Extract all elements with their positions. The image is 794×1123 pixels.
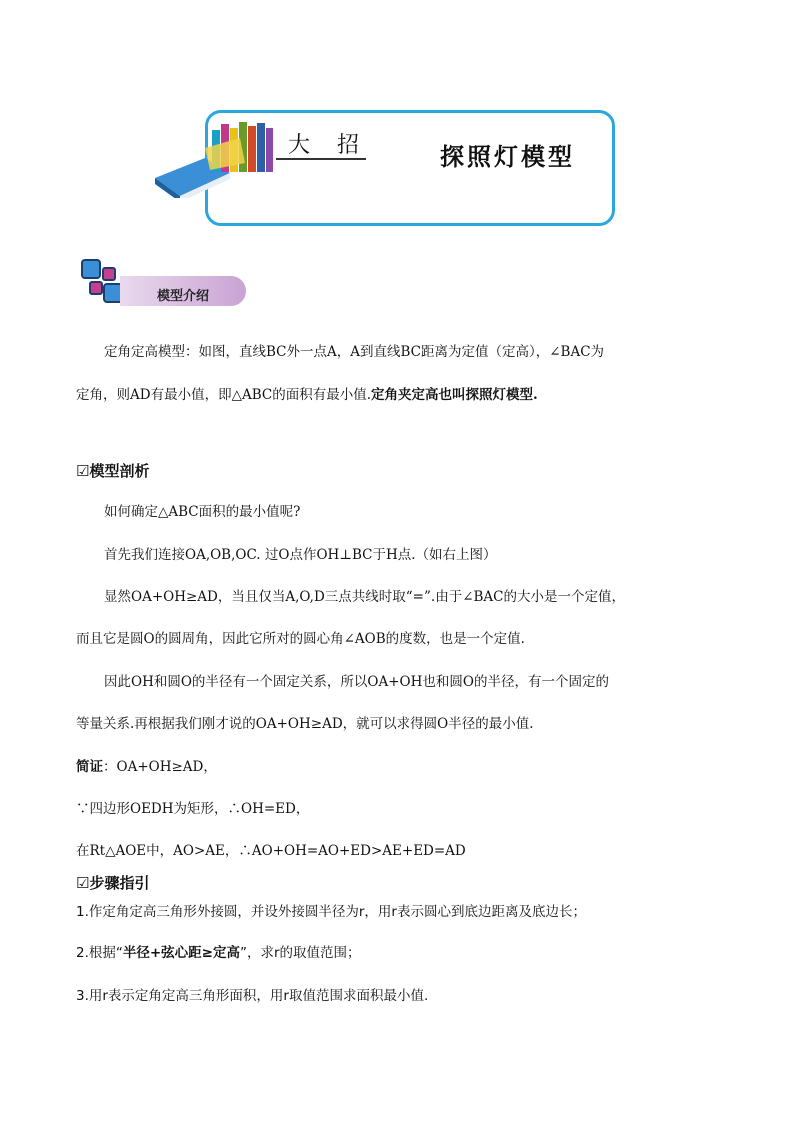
page-title: 探照灯模型	[440, 142, 575, 171]
step-2-bold: 半径+弦心距≥定高	[122, 945, 240, 961]
proof-line-2: ∵四边形OEDH为矩形，∴OH=ED，	[76, 801, 310, 817]
banner-underline	[276, 158, 366, 160]
analysis-line-5: 因此OH和圆O的半径有一个固定关系，所以OA+OH也和圆O的半径，有一个固定的	[104, 674, 609, 690]
checkbox-icon: ☑	[76, 462, 90, 480]
analysis-line-6: 等量关系.再根据我们刚才说的OA+OH≥AD，就可以求得圆O半径的最小值.	[76, 716, 534, 732]
analysis-line-1: 如何确定△ABC面积的最小值呢?	[104, 504, 301, 520]
proof-line-1: 简证：OA+OH≥AD，	[76, 759, 217, 775]
analysis-heading: ☑模型剖析	[76, 462, 150, 480]
intro-line-2: 定角，则AD有最小值，即△ABC的面积有最小值.定角夹定高也叫探照灯模型.	[76, 387, 538, 403]
intro-line-1: 定角定高模型：如图，直线BC外一点A，A到直线BC距离为定值（定高），∠BAC为	[104, 344, 605, 360]
step-2: 2.根据“半径+弦心距≥定高”，求r的取值范围；	[76, 945, 361, 961]
analysis-line-2: 首先我们连接OA,OB,OC. 过O点作OH⊥BC于H点.（如右上图）	[104, 547, 497, 563]
banner-tag: 大 招	[288, 133, 369, 158]
section-label-intro: 模型介绍	[157, 289, 210, 304]
books-icon	[150, 118, 290, 198]
step-3: 3.用r表示定角定高三角形面积，用r取值范围求面积最小值.	[76, 988, 429, 1004]
step-1: 1.作定角定高三角形外接圆，并设外接圆半径为r，用r表示圆心到底边距离及底边长；	[76, 904, 586, 920]
analysis-line-4: 而且它是圆O的圆周角，因此它所对的圆心角∠AOB的度数，也是一个定值.	[76, 631, 525, 647]
proof-line-3: 在Rt△AOE中，AO>AE，∴AO+OH=AO+ED>AE+ED=AD	[76, 843, 466, 859]
analysis-line-3: 显然OA+OH≥AD，当且仅当A,O,D三点共线时取“=”.由于∠BAC的大小是一个定值，	[104, 589, 626, 605]
steps-heading: ☑步骤指引	[76, 874, 150, 892]
proof-label: 简证	[76, 759, 103, 775]
checkbox-icon: ☑	[76, 874, 90, 892]
intro-bold-text: 定角夹定高也叫探照灯模型.	[371, 387, 538, 403]
